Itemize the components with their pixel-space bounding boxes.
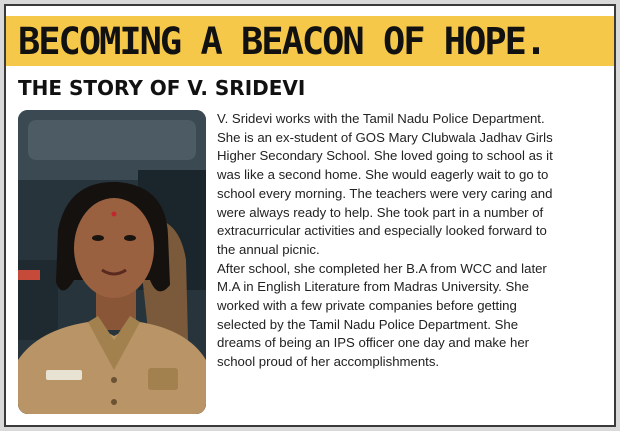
story-text bbox=[217, 110, 609, 372]
text-line: She is an ex-student of GOS Mary Clubwala Jadhav Girls bbox=[217, 129, 553, 145]
text-line: After school, she completed her B.A from WCC and later bbox=[217, 260, 547, 276]
story-card bbox=[4, 4, 616, 427]
story-paragraph-2 bbox=[217, 260, 609, 372]
page-title: BECOMING A BEACON OF HOPE. bbox=[18, 20, 546, 63]
text-line: the annual picnic. bbox=[217, 241, 320, 257]
text-line: Higher Secondary School. She loved going to school as it bbox=[217, 148, 553, 164]
title-banner bbox=[6, 16, 614, 66]
text-line: were always ready to help. She took part in a number of bbox=[217, 204, 544, 220]
text-line: worked with a few private companies before getting bbox=[217, 298, 517, 314]
text-line: selected by the Tamil Nadu Police Department. She bbox=[217, 316, 519, 332]
text-line: extracurricular activities and especially looked forward to bbox=[217, 223, 547, 239]
text-line: school every morning. The teachers were very caring and bbox=[217, 185, 553, 201]
text-line: school proud of her accomplishments. bbox=[217, 354, 440, 370]
story-subtitle: THE STORY OF V. SRIDEVI bbox=[18, 76, 306, 100]
story-paragraph-1 bbox=[217, 110, 609, 260]
portrait-photo bbox=[18, 110, 206, 414]
text-line: V. Sridevi works with the Tamil Nadu Police Department. bbox=[217, 111, 545, 126]
text-line: M.A in English Literature from Madras University. She bbox=[217, 279, 529, 295]
text-line: dreams of being an IPS officer one day and make her bbox=[217, 335, 530, 351]
text-line: was like a second home. She would eagerly wait to go to bbox=[217, 167, 549, 183]
